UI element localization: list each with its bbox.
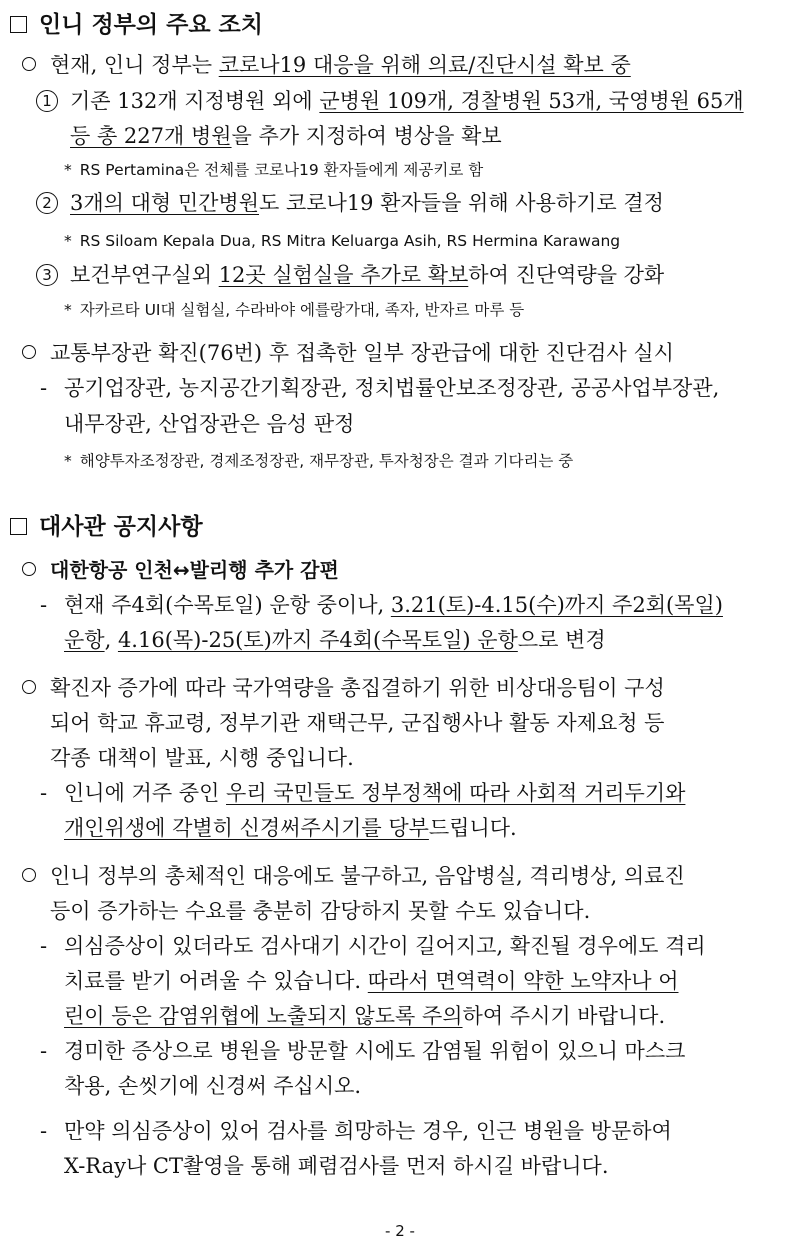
checkbox-square-icon — [10, 518, 27, 535]
bullet-emergency-team-l2: 되어 학교 휴교령, 정부기관 재택근무, 군집행사나 활동 자제요청 등 — [50, 711, 665, 735]
circle-bullet-icon — [22, 345, 36, 359]
dash-flight-schedule: - 현재 주4회(수목토일) 운항 중이나, 3.21(토)-4.15(수)까지 주2회(목일) — [40, 593, 723, 617]
bullet-emergency-team-l3: 각종 대책이 발표, 시행 중입니다. — [50, 746, 354, 770]
dash-wait-time-l3: 린이 등은 감염위협에 노출되지 않도록 주의하여 주시기 바랍니다. — [64, 1004, 666, 1028]
bullet-korean-air: 대한항공 인천↔발리행 추가 감편 — [22, 555, 339, 585]
dash-wait-time: - 의심증상이 있더라도 검사대기 시간이 길어지고, 확진될 경우에도 격리 — [40, 934, 706, 958]
item-designated-hospitals-cont: 등 총 227개 병원을 추가 지정하여 병상을 확보 — [70, 124, 502, 148]
circled-number-icon: 2 — [36, 192, 58, 214]
dash-testing-l2: X-Ray나 CT촬영을 통해 폐렴검사를 먼저 하시길 바랍니다. — [64, 1154, 609, 1178]
bullet-medical-facilities: 현재, 인니 정부는 코로나19 대응을 위해 의료/진단시설 확보 중 — [22, 50, 631, 80]
dash-mask-l2: 착용, 손씻기에 신경써 주십시오. — [64, 1074, 362, 1098]
item-designated-hospitals: 1 기존 132개 지정병원 외에 군병원 109개, 경찰병원 53개, 국영병원 65개 — [36, 86, 744, 116]
section-title-embassy-notice: 대사관 공지사항 — [10, 508, 203, 541]
circle-bullet-icon — [22, 868, 36, 882]
item-private-hospitals: 2 3개의 대형 민간병원도 코로나19 환자들을 위해 사용하기로 결정 — [36, 188, 664, 218]
dash-mask: - 경미한 증상으로 병원을 방문할 시에도 감염될 위험이 있으니 마스크 — [40, 1039, 686, 1063]
dash-negative-ministers: - 공기업장관, 농지공간기획장관, 정치법률안보조정장관, 공공사업부장관, — [40, 376, 720, 400]
bullet-capacity-l2: 등이 증가하는 수요를 충분히 감당하지 못할 수도 있습니다. — [50, 899, 591, 923]
circle-bullet-icon — [22, 680, 36, 694]
bullet-capacity: 인니 정부의 총체적인 대응에도 불구하고, 음압병실, 격리병상, 의료진 — [22, 861, 685, 891]
dash-flight-schedule-cont: 운항, 4.16(목)-25(토)까지 주4회(수목토일) 운항으로 변경 — [64, 628, 606, 652]
note-awaiting-results: * 해양투자조정장관, 경제조정장관, 재무장관, 투자청장은 결과 기다리는 중 — [64, 452, 574, 470]
note-laboratories: * 자카르타 UI대 실험실, 수라바야 에를랑가대, 족자, 반자르 마루 등 — [64, 301, 525, 319]
circle-bullet-icon — [22, 562, 36, 576]
dash-testing: - 만약 의심증상이 있어 검사를 희망하는 경우, 인근 병원을 방문하여 — [40, 1119, 672, 1143]
page-number: - 2 - — [385, 1222, 415, 1240]
bullet-emergency-team: 확진자 증가에 따라 국가역량을 총집결하기 위한 비상대응팀이 구성 — [22, 673, 665, 703]
dash-social-distancing: - 인니에 거주 중인 우리 국민들도 정부정책에 따라 사회적 거리두기와 — [40, 781, 686, 805]
note-private-hospitals: * RS Siloam Kepala Dua, RS Mitra Keluarga Asih, RS Hermina Karawang — [64, 232, 621, 250]
note-pertamina: * RS Pertamina은 전체를 코로나19 환자들에게 제공키로 함 — [64, 161, 484, 179]
circled-number-icon: 1 — [36, 90, 58, 112]
dash-wait-time-l2: 치료를 받기 어려울 수 있습니다. 따라서 면역력이 약한 노약자나 어 — [64, 969, 679, 993]
bullet-minister-tests: 교통부장관 확진(76번) 후 접촉한 일부 장관급에 대한 진단검사 실시 — [22, 338, 674, 368]
dash-social-distancing-cont: 개인위생에 각별히 신경써주시기를 당부드립니다. — [64, 816, 517, 840]
checkbox-square-icon — [10, 16, 27, 33]
item-laboratories: 3 보건부연구실외 12곳 실험실을 추가로 확보하여 진단역량을 강화 — [36, 260, 664, 290]
circle-bullet-icon — [22, 57, 36, 71]
dash-negative-ministers-cont: 내무장관, 산업장관은 음성 판정 — [64, 412, 355, 436]
section-title-measures: 인니 정부의 주요 조치 — [10, 6, 263, 39]
circled-number-icon: 3 — [36, 264, 58, 286]
